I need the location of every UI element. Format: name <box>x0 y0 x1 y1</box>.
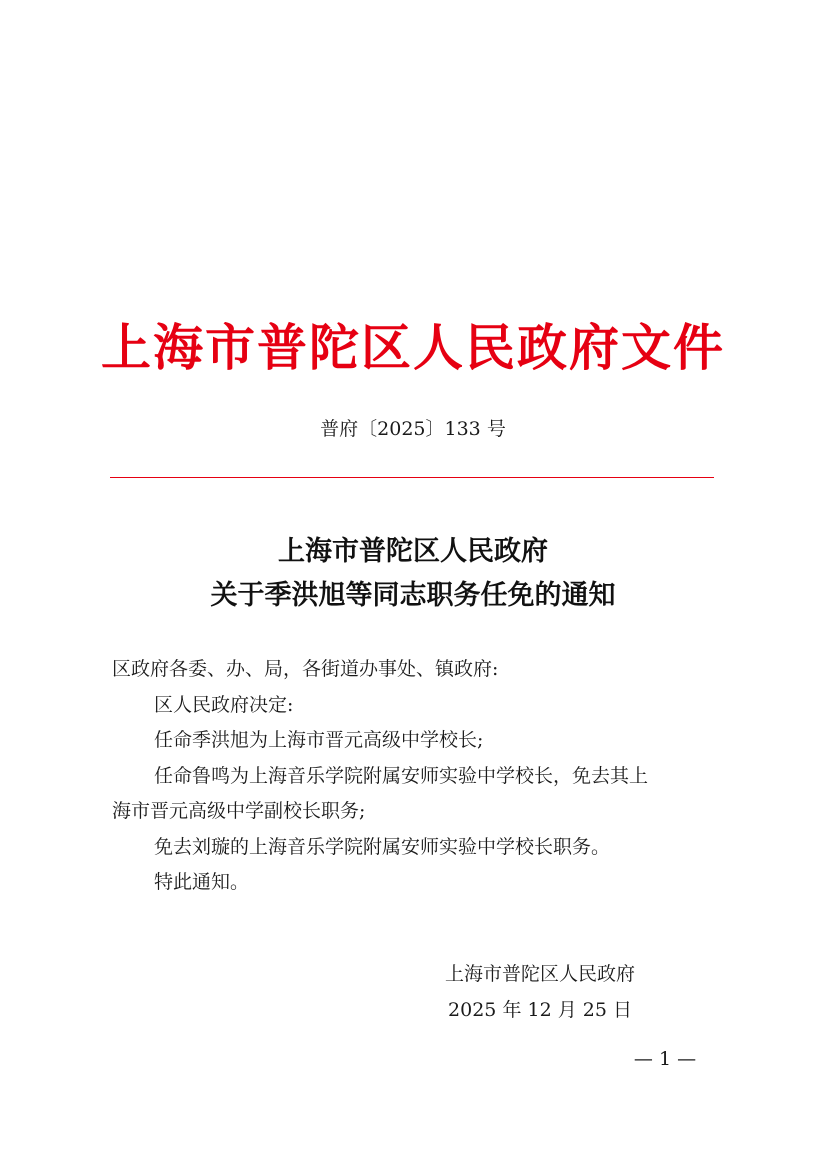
body-paragraph-decision: 区人民政府决定: <box>154 693 294 716</box>
document-body <box>112 652 722 901</box>
body-paragraph-appointment-2-cont: 海市晋元高级中学副校长职务; <box>112 800 366 822</box>
body-paragraph-closing: 特此通知。 <box>154 871 250 893</box>
issuer-name: 上海市普陀区人民政府 <box>444 963 635 985</box>
body-paragraph-removal: 免去刘璇的上海音乐学院附属安师实验中学校长职务。 <box>154 835 611 858</box>
signature-block <box>390 956 690 1028</box>
issue-date: 2025 年 12 月 25 日 <box>448 999 632 1021</box>
body-paragraph-appointment-2: 任命鲁鸣为上海音乐学院附属安师实验中学校长，免去其上 <box>154 764 649 787</box>
document-title <box>0 530 826 618</box>
body-paragraph-appointment-1: 任命季洪旭为上海市晋元高级中学校长; <box>154 729 484 751</box>
salutation: 区政府各委、办、局，各街道办事处、镇政府: <box>112 658 499 680</box>
document-title-line-1: 上海市普陀区人民政府 <box>278 536 548 567</box>
page-number: — 1 — <box>633 1048 697 1070</box>
document-header-title: 上海市普陀区人民政府文件 <box>101 318 725 377</box>
document-number: 普府〔2025〕133 号 <box>320 418 506 440</box>
document-title-line-2: 关于季洪旭等同志职务任免的通知 <box>210 580 616 611</box>
header-divider <box>110 477 714 478</box>
